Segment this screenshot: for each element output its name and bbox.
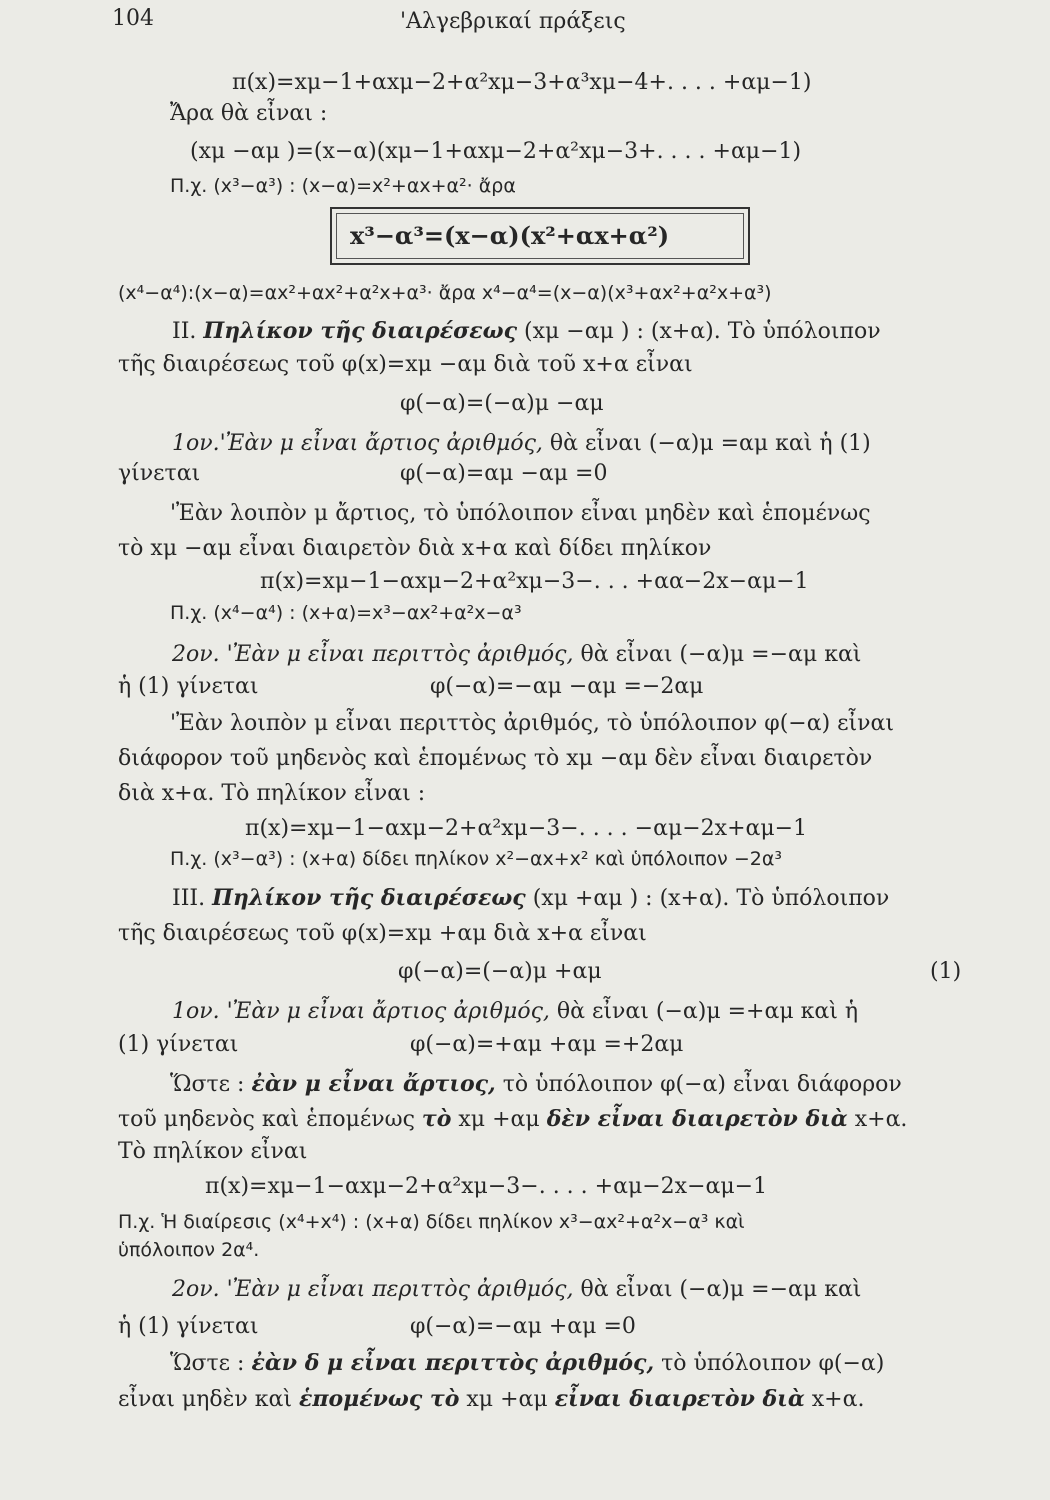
conclusion-emphasis: ἐὰν μ εἶναι ἄρτιος,	[251, 1071, 496, 1097]
boxed-formula: x³−α³=(x−α)(x²+αx+α²)	[350, 221, 670, 250]
example-line: ὑπόλοιπον 2α⁴.	[118, 1239, 260, 1261]
conclusion-text: τὸ ὑπόλοιπον φ(−α) εἶναι διάφορον	[502, 1072, 902, 1097]
section-heading-rest: (xμ −αμ ) : (x+α). Τὸ ὑπόλοιπον	[524, 319, 881, 344]
conclusion-line	[170, 1073, 902, 1096]
text-line: τὸ xμ −αμ εἶναι διαιρετὸν διὰ x+α καὶ δίδει πηλίκον	[118, 536, 712, 561]
text-line: τῆς διαιρέσεως τοῦ φ(x)=xμ +αμ διὰ x+α εἶναι	[118, 921, 647, 946]
example-line: Π.χ. (x³−α³) : (x+α) δίδει πηλίκον x²−αx+x² καὶ ὑπόλοιπον −2α³	[170, 848, 782, 870]
case-1-line	[172, 433, 871, 455]
formula-line: φ(−α)=αμ −αμ =0	[400, 461, 608, 486]
conclusion-formula: xμ +αμ	[466, 1387, 548, 1412]
conclusion-emphasis: τὸ	[421, 1106, 452, 1132]
conclusion-text: τὸ ὑπόλοιπον φ(−α)	[661, 1351, 885, 1376]
text-line: διὰ x+α. Τὸ πηλίκον εἶναι :	[118, 781, 426, 806]
case-label: 1ον. 'Ἐὰν μ εἶναι ἄρτιος ἀριθμός,	[172, 999, 550, 1024]
section-heading-rest: (xμ +αμ ) : (x+α). Τὸ ὑπόλοιπον	[532, 886, 890, 911]
case-label: 2ον. 'Ἐὰν μ εἶναι περιττὸς ἀριθμός,	[172, 642, 574, 667]
case-2-line	[172, 1279, 861, 1301]
conclusion-formula: x+α.	[811, 1387, 865, 1412]
case-text: θὰ εἶναι (−α)μ =+αμ καὶ ἡ	[556, 999, 859, 1024]
formula-factorization: (xμ −αμ )=(x−α)(xμ−1+αxμ−2+α²xμ−3+. . . . +αμ−1)	[190, 139, 802, 164]
case-text: θὰ εἶναι (−α)μ =−αμ καὶ	[580, 642, 862, 667]
formula-quotient: π(x)=xμ−1−αxμ−2+α²xμ−3−. . . . −αμ−2x+αμ−1	[245, 816, 808, 841]
text-line: Τὸ πηλίκον εἶναι	[118, 1139, 308, 1164]
formula-quotient: π(x)=xμ−1+αxμ−2+α²xμ−3+α³xμ−4+. . . . +αμ−1)	[232, 70, 812, 95]
conclusion-emphasis: εἶναι διαιρετὸν διὰ	[554, 1386, 805, 1412]
conclusion-line	[118, 1388, 864, 1411]
text-line: τῆς διαιρέσεως τοῦ φ(x)=xμ −αμ διὰ τοῦ x+α εἶναι	[118, 352, 693, 377]
text-line: ἡ (1) γίνεται	[118, 674, 259, 699]
conclusion-line	[170, 1352, 884, 1375]
conclusion-emphasis: ἑπομένως τὸ	[299, 1386, 460, 1412]
example-line: (x⁴−α⁴):(x−α)=αx²+αx²+α²x+α³· ἄρα x⁴−α⁴=(x−α)(x³+αx²+α²x+α³)	[118, 282, 772, 304]
formula-quotient: π(x)=xμ−1−αxμ−2+α²xμ−3−. . . . +αμ−2x−αμ−1	[205, 1174, 768, 1199]
text-line: (1) γίνεται	[118, 1032, 239, 1057]
conclusion-text: τοῦ μηδενὸς καὶ ἑπομένως	[118, 1107, 415, 1132]
example-line: Π.χ. Ἡ διαίρεσις (x⁴+x⁴) : (x+α) δίδει πηλίκον x³−αx²+α²x−α³ καὶ	[118, 1211, 745, 1233]
text-line: 'Ἐὰν λοιπὸν μ ἄρτιος, τὸ ὑπόλοιπον εἶναι μηδὲν καὶ ἑπομένως	[170, 501, 871, 526]
section-title: Πηλίκον τῆς διαιρέσεως	[203, 318, 518, 344]
conclusion-line	[118, 1108, 907, 1131]
case-1-line	[172, 1001, 858, 1023]
conclusion-emphasis: δὲν εἶναι διαιρετὸν διὰ	[546, 1106, 848, 1132]
formula-line: φ(−α)=−αμ +αμ =0	[410, 1314, 636, 1339]
case-2-line	[172, 644, 861, 666]
text-line: διάφορον τοῦ μηδενὸς καὶ ἑπομένως τὸ xμ −αμ δὲν εἶναι διαιρετὸν	[118, 746, 873, 771]
text-line: ἡ (1) γίνεται	[118, 1314, 259, 1339]
conclusion-formula: xμ +αμ	[458, 1107, 540, 1132]
conclusion-label: Ὥστε :	[170, 1351, 245, 1376]
section-number: II.	[172, 319, 197, 344]
section-number: III.	[172, 886, 206, 911]
formula-line: φ(−α)=+αμ +αμ =+2αμ	[410, 1032, 684, 1057]
example-line: Π.χ. (x⁴−α⁴) : (x+α)=x³−αx²+α²x−α³	[170, 602, 522, 624]
section-heading-3	[172, 887, 889, 910]
case-label: 1ον.'Ἐὰν μ εἶναι ἄρτιος ἀριθμός,	[172, 431, 543, 456]
equation-tag: (1)	[930, 959, 962, 984]
case-text: θὰ εἶναι (−α)μ =−αμ καὶ	[580, 1277, 862, 1302]
section-heading-2	[172, 320, 881, 343]
formula-remainder: φ(−α)=(−α)μ −αμ	[400, 391, 604, 416]
running-title: 'Αλγεβρικαί πράξεις	[400, 9, 626, 34]
conclusion-emphasis: ἐὰν δ μ εἶναι περιττὸς ἀριθμός,	[251, 1350, 655, 1376]
text-line: Ἄρα θὰ εἶναι :	[170, 101, 328, 126]
page-number: 104	[112, 6, 154, 31]
formula-line: φ(−α)=−αμ −αμ =−2αμ	[430, 674, 704, 699]
case-label: 2ον. 'Ἐὰν μ εἶναι περιττὸς ἀριθμός,	[172, 1277, 574, 1302]
text-line: 'Ἐὰν λοιπὸν μ εἶναι περιττὸς ἀριθμός, τὸ ὑπόλοιπον φ(−α) εἶναι	[170, 711, 895, 736]
conclusion-formula: x+α.	[854, 1107, 908, 1132]
formula-remainder: φ(−α)=(−α)μ +αμ	[398, 959, 602, 984]
conclusion-label: Ὥστε :	[170, 1072, 245, 1097]
case-text: θὰ εἶναι (−α)μ =αμ καὶ ἡ (1)	[549, 431, 871, 456]
section-title: Πηλίκον τῆς διαιρέσεως	[212, 885, 526, 911]
formula-quotient: π(x)=xμ−1−αxμ−2+α²xμ−3−. . . +αα−2x−αμ−1	[260, 569, 809, 594]
example-line: Π.χ. (x³−α³) : (x−α)=x²+αx+α²· ἄρα	[170, 175, 516, 197]
conclusion-text: εἶναι μηδὲν καὶ	[118, 1387, 293, 1412]
text-line: γίνεται	[118, 461, 201, 486]
